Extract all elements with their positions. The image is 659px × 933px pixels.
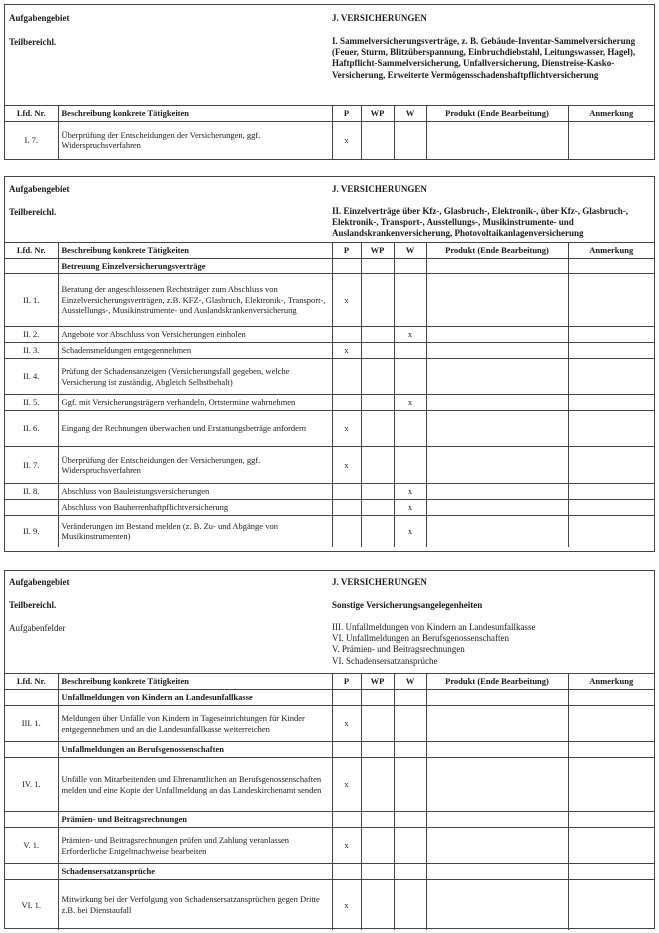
row-w [394, 411, 426, 447]
table-header-row [5, 106, 654, 122]
section-2-header [5, 177, 654, 243]
section-1 [4, 4, 655, 160]
row-desc: Überprüfung der Entscheidungen der Versicherungen, ggf. Widerspruchsverfahren [58, 447, 332, 484]
aufgabenfeld-item: VI. Unfallmeldungen an Berufsgenossenschaften [332, 633, 509, 644]
row-wp [361, 484, 394, 500]
aufgabengebiet-label: Aufgabengebiet [9, 577, 70, 587]
row-p: x [332, 411, 361, 447]
col-desc: Beschreibung konkrete Tätigkeiten [58, 106, 332, 122]
row-p [332, 516, 361, 547]
table-row [5, 758, 654, 812]
row-nr: II. 4. [5, 359, 58, 395]
aufgabengebiet-value: J. VERSICHERUNGEN [332, 577, 427, 587]
row-w: x [394, 395, 426, 411]
row-desc: Abschluss von Bauherrenhaftpflichtversicherung [58, 500, 332, 516]
table-row [5, 828, 654, 864]
row-nr [5, 500, 58, 516]
section-1-header [5, 5, 654, 106]
row-nr: I. 7. [5, 122, 58, 159]
row-wp [361, 395, 394, 411]
row-wp [361, 880, 394, 930]
subheading-row [5, 690, 654, 706]
table-row [5, 447, 654, 484]
table-row [5, 411, 654, 447]
row-w: x [394, 327, 426, 343]
row-wp [361, 327, 394, 343]
row-p [332, 395, 361, 411]
row-p [332, 500, 361, 516]
row-wp [361, 706, 394, 742]
table-row [5, 395, 654, 411]
row-wp [361, 516, 394, 547]
row-desc: Ggf. mit Versicherungsträgern verhandeln, Ortstermine wahrnehmen [58, 395, 332, 411]
col-wp: WP [361, 243, 394, 259]
section-3-header [5, 571, 654, 674]
row-nr: VI. 1. [5, 880, 58, 930]
row-w [394, 274, 426, 327]
row-w [394, 880, 426, 930]
row-p [332, 484, 361, 500]
row-wp [361, 411, 394, 447]
row-nr: II. 8. [5, 484, 58, 500]
subheading: Unfallmeldungen von Kindern an Landesunfallkasse [58, 690, 332, 706]
row-produkt [426, 122, 568, 159]
row-desc: Schadensmeldungen entgegennehmen [58, 343, 332, 359]
row-desc: Meldungen über Unfälle von Kindern in Tageseinrichtungen für Kinder entgegennehmen und an die Landesunfallkasse weiterreichen [58, 706, 332, 742]
table-header-row [5, 674, 654, 690]
row-desc: Angebote vor Abschluss von Versicherungen einholen [58, 327, 332, 343]
col-p: P [332, 674, 361, 690]
row-w [394, 447, 426, 484]
row-w: x [394, 500, 426, 516]
row-anmerkung [568, 122, 654, 159]
aufgabengebiet-label: Aufgabengebiet [9, 13, 70, 23]
row-nr: II. 5. [5, 395, 58, 411]
row-desc: Mitwirkung bei der Verfolgung von Schadensersatzansprüchen gegen Dritte z.B. bei Dienstaufall [58, 880, 332, 930]
section-3 [4, 570, 655, 929]
col-w: W [394, 106, 426, 122]
subheading: Prämien- und Beitragsrechnungen [58, 812, 332, 828]
col-p: P [332, 243, 361, 259]
row-desc: Eingang der Rechnungen überwachen und Erstattungsbeträge anfordern [58, 411, 332, 447]
subheading-row [5, 864, 654, 880]
subheading: Betreuung Einzelversicherungsverträge [58, 259, 332, 274]
aufgabenfelder-label: Aufgabenfelder [9, 623, 66, 633]
col-produkt: Produkt (Ende Bearbeitung) [426, 674, 568, 690]
table-header-row [5, 243, 654, 259]
col-anmerkung: Anmerkung [568, 674, 654, 690]
row-nr: II. 7. [5, 447, 58, 484]
table-row [5, 484, 654, 500]
row-p [332, 359, 361, 395]
col-w: W [394, 674, 426, 690]
table-row [5, 359, 654, 395]
row-desc: Veränderungen im Bestand melden (z. B. Zu- und Abgänge von Musikinstrumenten) [58, 516, 332, 547]
row-wp [361, 500, 394, 516]
aufgabengebiet-label: Aufgabengebiet [9, 184, 70, 194]
row-desc: Unfälle von Mitarbeitenden und Ehrenamtlichen an Berufsgenossenschaften melden und eine Kopie der Unfallmeldung an das Landeskirchenamt senden [58, 758, 332, 812]
table-row [5, 327, 654, 343]
row-w [394, 828, 426, 864]
col-desc: Beschreibung konkrete Tätigkeiten [58, 674, 332, 690]
teilbereich-value: II. Einzelverträge über Kfz-, Glasbruch-, Elektronik-, über Kfz-, Glasbruch-, Elektronik-, Transport-, Ausstellungs-, Musikinstrumente- und Auslandskrankenversicherung, Photovoltaikanlagenversicherung [332, 206, 628, 239]
col-nr: Lfd. Nr. [5, 674, 58, 690]
row-p: x [332, 758, 361, 812]
row-nr: II. 9. [5, 516, 58, 547]
row-p: x [332, 706, 361, 742]
col-nr: Lfd. Nr. [5, 243, 58, 259]
row-w [394, 706, 426, 742]
col-anmerkung: Anmerkung [568, 106, 654, 122]
col-w: W [394, 243, 426, 259]
row-wp [361, 122, 394, 159]
aufgabenfeld-item: III. Unfallmeldungen von Kindern an Landesunfallkasse [332, 622, 536, 632]
aufgabengebiet-value: J. VERSICHERUNGEN [332, 184, 427, 194]
task-table-1 [5, 106, 654, 159]
row-nr: II. 2. [5, 327, 58, 343]
aufgabenfelder-list [332, 622, 650, 667]
subheading: Unfallmeldungen an Berufsgenossenschaften [58, 742, 332, 758]
row-w [394, 758, 426, 812]
row-desc: Prämien- und Beitragsrechnungen prüfen und Zahlung veranlassen Erforderliche Entgeltnachweise bearbeiten [58, 828, 332, 864]
table-row [5, 706, 654, 742]
row-p [332, 327, 361, 343]
table-row [5, 122, 654, 159]
table-row [5, 274, 654, 327]
subheading-row [5, 742, 654, 758]
row-wp [361, 343, 394, 359]
row-nr: III. 1. [5, 706, 58, 742]
teilbereich-label: Teilbereichl. [9, 600, 57, 610]
row-nr: II. 6. [5, 411, 58, 447]
row-wp [361, 359, 394, 395]
table-row [5, 343, 654, 359]
col-nr: Lfd. Nr. [5, 106, 58, 122]
row-p: x [332, 343, 361, 359]
table-row [5, 880, 654, 930]
row-p: x [332, 122, 361, 159]
row-desc: Überprüfung der Entscheidungen der Versicherungen, ggf. Widerspruchsverfahren [58, 122, 332, 159]
subheading-row [5, 812, 654, 828]
aufgabengebiet-value: J. VERSICHERUNGEN [332, 13, 427, 23]
row-nr: II. 1. [5, 274, 58, 327]
table-row [5, 500, 654, 516]
col-wp: WP [361, 106, 394, 122]
aufgabenfeld-item: V. Prämien- und Beitragsrechnungen [332, 644, 465, 655]
task-table-3 [5, 674, 654, 930]
teilbereich-label: Teilbereichl. [9, 37, 57, 47]
row-p: x [332, 880, 361, 930]
aufgabenfeld-item: VI. Schadensersatzansprüche [332, 655, 438, 666]
col-produkt: Produkt (Ende Bearbeitung) [426, 243, 568, 259]
row-wp [361, 758, 394, 812]
col-produkt: Produkt (Ende Bearbeitung) [426, 106, 568, 122]
col-desc: Beschreibung konkrete Tätigkeiten [58, 243, 332, 259]
row-w [394, 359, 426, 395]
row-p: x [332, 447, 361, 484]
teilbereich-value: Sonstige Versicherungsangelegenheiten [332, 600, 483, 610]
task-table-2 [5, 243, 654, 547]
subheading: Schadensersatzansprüche [58, 864, 332, 880]
subheading-row [5, 259, 654, 274]
section-2 [4, 176, 655, 552]
teilbereich-value: I. Sammelversicherungsverträge, z. B. Gebäude-Inventar-Sammelversicherung (Feuer, Sturm, Blitzüberspannung, Einbruchdiebstahl, Leitungswasser, Hagel), Haftpflicht-Sammelversicherung, Unfallversicherung, Dienstreise-Kasko-Versicherung, Erweiterte Vermögensschadenshaftpflichtversicherung [332, 36, 636, 80]
row-desc: Beratung der angeschlossenen Rechtsträger zum Abschluss von Einzelversicherungsverträgen, z.B. KFZ-, Glasbruch, Elektronik-, Transport-, Ausstellungs-, Musikinstrumente- und Auslandskrankenversicherung [58, 274, 332, 327]
row-nr: II. 3. [5, 343, 58, 359]
table-row [5, 516, 654, 547]
row-nr: V. 1. [5, 828, 58, 864]
col-wp: WP [361, 674, 394, 690]
row-w: x [394, 484, 426, 500]
row-wp [361, 828, 394, 864]
row-nr: IV. 1. [5, 758, 58, 812]
row-desc: Prüfung der Schadensanzeigen (Versicherungsfall gegeben, welche Versicherung ist zuständig, Abgleich Selbstbehalt) [58, 359, 332, 395]
row-wp [361, 447, 394, 484]
row-w: x [394, 516, 426, 547]
row-wp [361, 274, 394, 327]
row-p: x [332, 274, 361, 327]
row-desc: Abschluss von Bauleistungsversicherungen [58, 484, 332, 500]
row-w [394, 343, 426, 359]
row-w [394, 122, 426, 159]
col-p: P [332, 106, 361, 122]
col-anmerkung: Anmerkung [568, 243, 654, 259]
row-p: x [332, 828, 361, 864]
teilbereich-label: Teilbereichl. [9, 207, 57, 217]
